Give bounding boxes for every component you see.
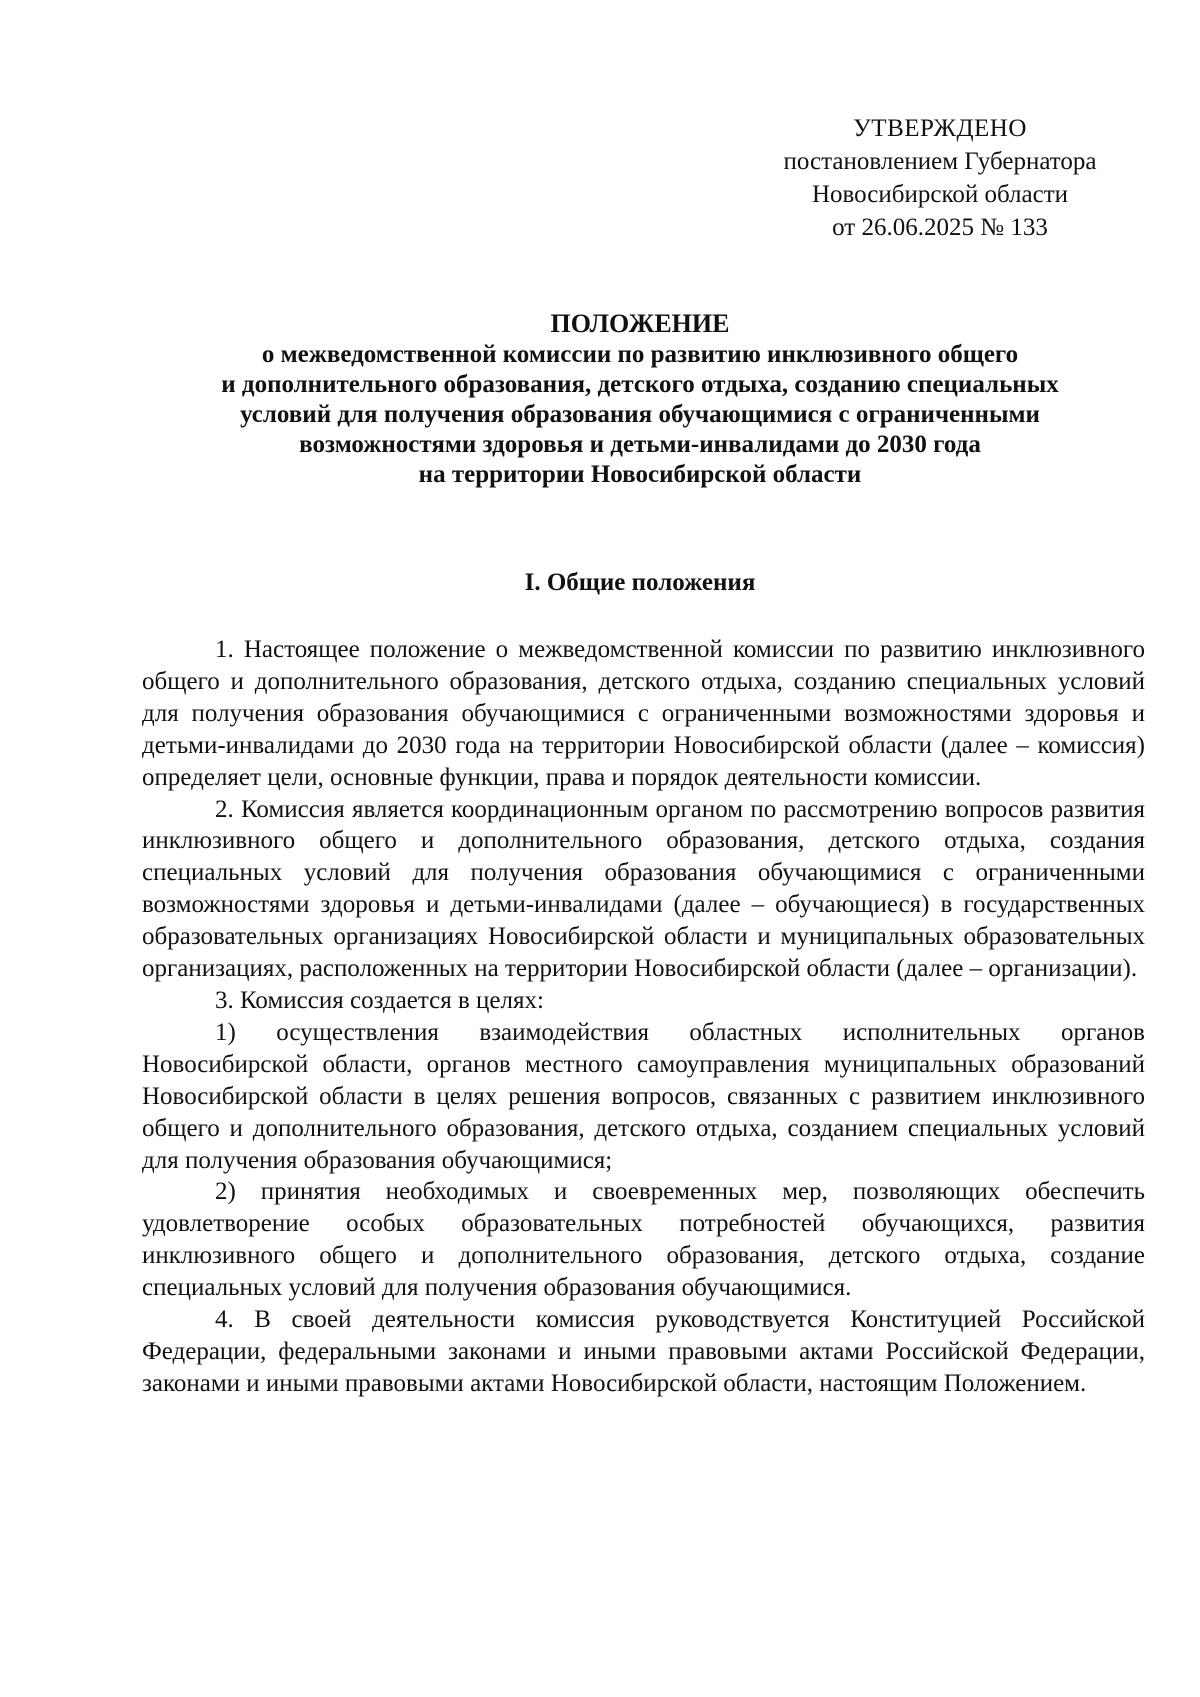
paragraph-3-item-1: 1) осуществления взаимодействия областных исполнительных органов Новосибирской области, органов местного самоуправления муниципальных образований Новосибирской области в целях решения вопросов, связанных с развитием инклюзивного общего и дополнительного образования, детского отдыха, созданием специальных условий для получения образования обучающимися; [142, 1018, 1145, 1174]
paragraph-4: 4. В своей деятельности комиссия руководствуется Конституцией Российской Федерации, федеральными законами и иными правовыми актами Российской Федерации, законами и иными правовыми актами Новосибирской области, настоящим Положением. [142, 1306, 1145, 1397]
document-subtitle-line: условий для получения образования обучающимися с ограниченными [240, 401, 1040, 428]
document-title-block [120, 309, 1160, 490]
document-subtitle-line: о межведомственной комиссии по развитию инклюзивного общего [261, 341, 1019, 368]
approval-stamp [760, 112, 1120, 244]
approval-line-date-number: от 26.06.2025 № 133 [832, 214, 1048, 241]
document-subtitle-line: возможностями здоровья и детьми-инвалидами до 2030 года [299, 431, 981, 458]
document-subtitle-line: на территории Новосибирской области [418, 461, 862, 488]
section-title: I. Общие положения [524, 569, 756, 596]
paragraph-1: 1. Настоящее положение о межведомственной комиссии по развитию инклюзивного общего и дополнительного образования, детского отдыха, созданию специальных условий для получения образования обучающимися с ограниченными возможностями здоровья и детьми-инвалидами до 2030 года на территории Новосибирской области (далее – комиссия) определяет цели, основные функции, права и порядок деятельности комиссии. [142, 636, 1145, 791]
paragraph-3-item-2: 2) принятия необходимых и своевременных мер, позволяющих обеспечить удовлетворение особых образовательных потребностей обучающихся, развития инклюзивного общего и дополнительного образования, детского отдыха, создание специальных условий для получения образования обучающимися. [142, 1178, 1145, 1302]
paragraph-2: 2. Комиссия является координационным органом по рассмотрению вопросов развития инклюзивного общего и дополнительного образования, детского отдыха, создания специальных условий для получения образования обучающимися с ограниченными возможностями здоровья и детьми-инвалидами (далее – обучающиеся) в государственных образовательных организациях Новосибирской области и муниципальных образовательных организациях, расположенных на территории Новосибирской области (далее – организации). [142, 795, 1145, 983]
paragraph-3: 3. Комиссия создается в целях: [215, 986, 544, 1014]
approval-line-region: Новосибирской области [811, 181, 1069, 208]
document-subtitle-line: и дополнительного образования, детского отдыха, созданию специальных [221, 371, 1059, 398]
approval-title: УТВЕРЖДЕНО [853, 115, 1027, 142]
approval-line-decree: постановлением Губернатора [783, 148, 1097, 175]
document-heading: ПОЛОЖЕНИЕ [550, 309, 730, 338]
document-body [142, 634, 1145, 1400]
